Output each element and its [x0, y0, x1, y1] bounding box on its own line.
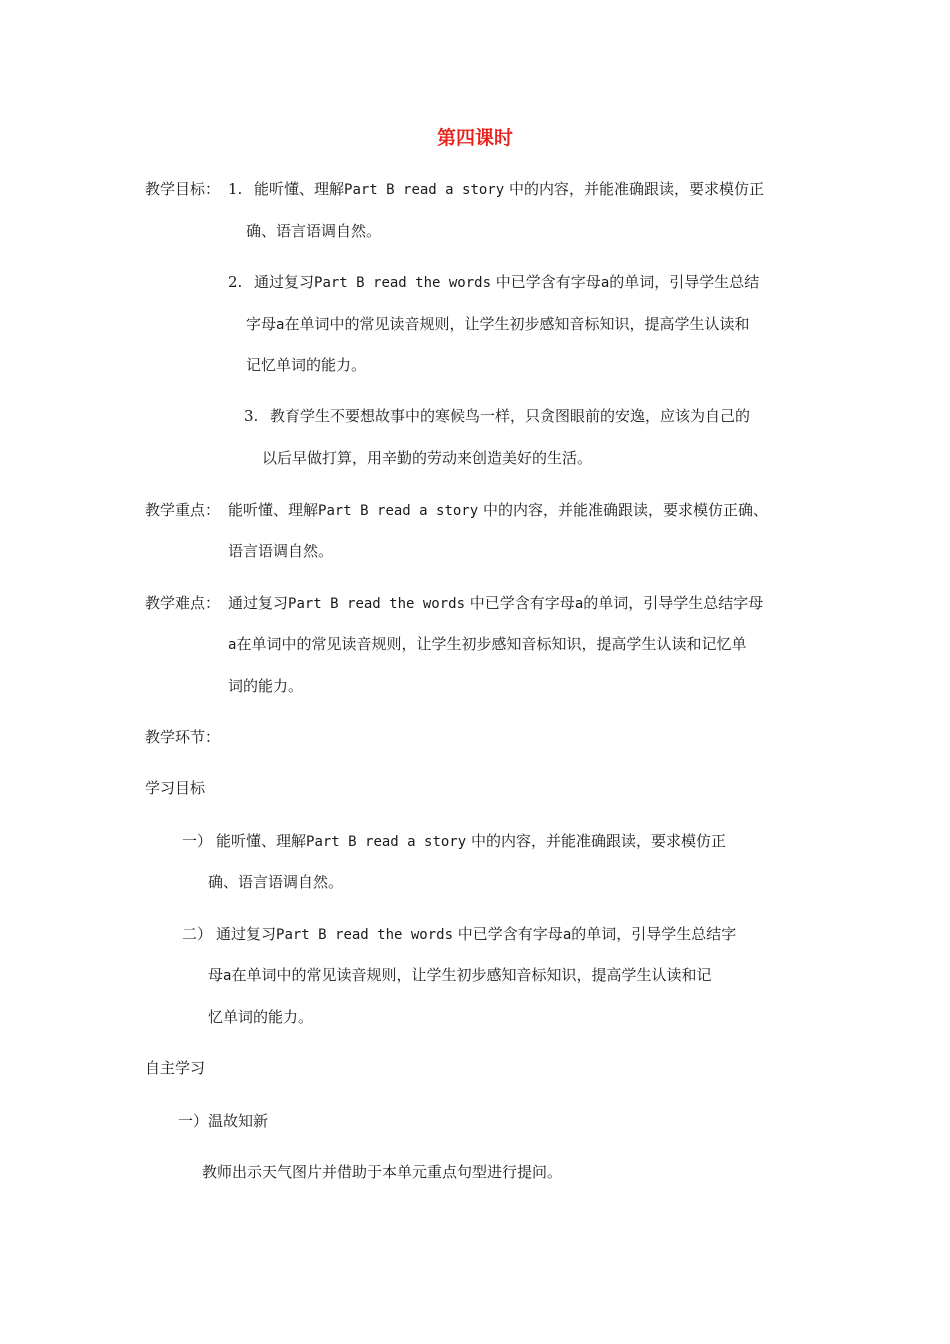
goal-1-line-2: 确、语言语调自然。	[208, 873, 344, 891]
objective-3-line-1: 教育学生不要想故事中的寒候鸟一样，只贪图眼前的安逸，应该为自己的	[270, 407, 751, 425]
goal-2-line-2: 母a在单词中的常见读音规则，让学生初步感知音标知识，提高学生认读和记	[208, 966, 712, 984]
difficulties-label: 教学难点：	[145, 594, 221, 612]
objective-1-number: 1.	[228, 180, 243, 198]
goal-1-line-1: 能听懂、理解Part B read a story 中的内容，并能准确跟读，要求模仿正	[216, 832, 726, 850]
learning-goals-heading: 学习目标	[145, 779, 206, 797]
objectives-label: 教学目标：	[145, 180, 221, 198]
objective-2-line-2: 字母a在单词中的常见读音规则，让学生初步感知音标知识，提高学生认读和	[246, 315, 750, 333]
goal-2-number: 二）	[182, 925, 213, 943]
objective-2-line-3: 记忆单词的能力。	[246, 356, 367, 374]
page-title: 第四课时	[436, 127, 513, 149]
procedure-label: 教学环节：	[145, 728, 221, 746]
objective-1-line-1: 能听懂、理解Part B read a story 中的内容，并能准确跟读，要求模仿正	[254, 180, 764, 198]
goal-1-number: 一）	[182, 832, 213, 850]
key-points-line-1: 能听懂、理解Part B read a story 中的内容，并能准确跟读，要求模仿正确、	[228, 501, 768, 519]
objective-3-line-2: 以后早做打算，用辛勤的劳动来创造美好的生活。	[262, 449, 593, 467]
key-points-line-2: 语言语调自然。	[228, 542, 334, 560]
objective-3-number: 3.	[244, 407, 259, 425]
objective-1-line-2: 确、语言语调自然。	[246, 222, 382, 240]
self-study-text: 教师出示天气图片并借助于本单元重点句型进行提问。	[202, 1163, 563, 1181]
goal-2-line-1: 通过复习Part B read the words 中已学含有字母a的单词，引导学生总结字	[216, 925, 737, 943]
objective-2-number: 2.	[228, 273, 243, 291]
difficulties-line-1: 通过复习Part B read the words 中已学含有字母a的单词，引导学生总结字母	[228, 594, 764, 612]
self-study-subheading: 一）温故知新	[178, 1112, 269, 1130]
key-points-label: 教学重点：	[145, 501, 221, 519]
self-study-heading: 自主学习	[145, 1059, 206, 1077]
objective-2-line-1: 通过复习Part B read the words 中已学含有字母a的单词，引导学生总结	[254, 273, 760, 291]
difficulties-line-3: 词的能力。	[228, 677, 304, 695]
goal-2-line-3: 忆单词的能力。	[208, 1008, 314, 1026]
difficulties-line-2: a在单词中的常见读音规则，让学生初步感知音标知识，提高学生认读和记忆单	[228, 635, 747, 653]
